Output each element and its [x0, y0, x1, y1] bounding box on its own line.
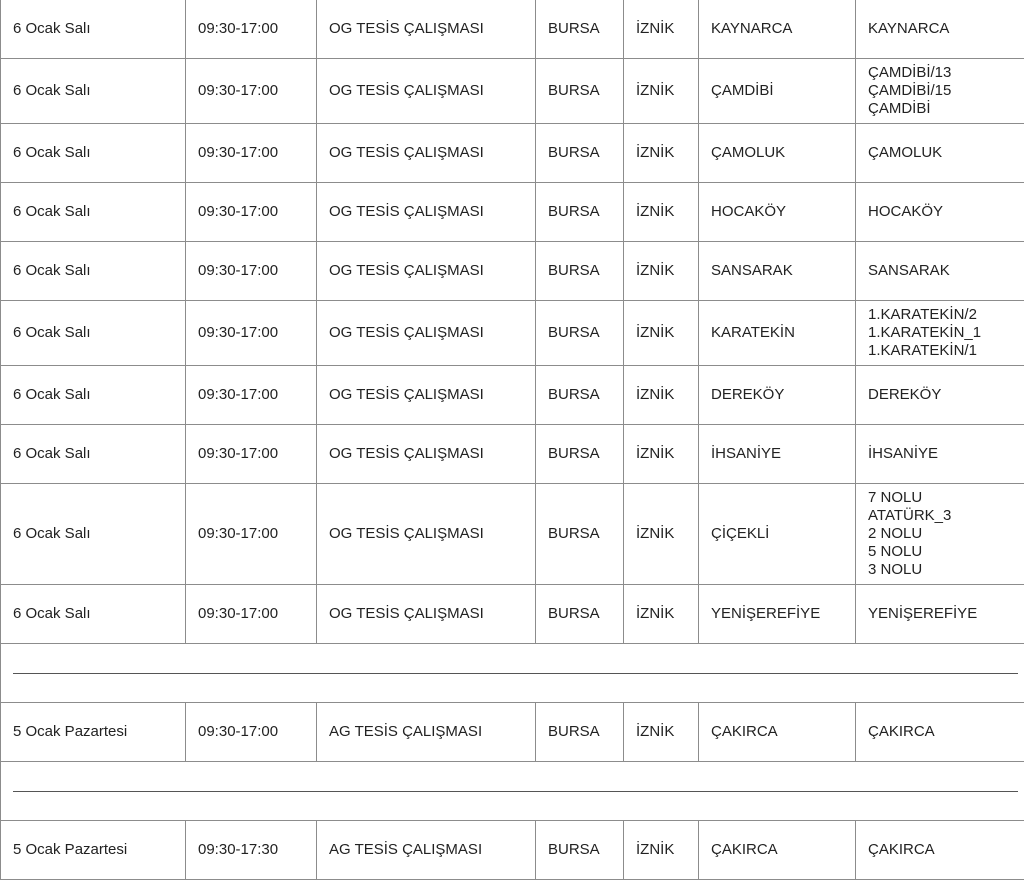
street-cell [856, 183, 1024, 242]
district-cell: İZNİK [624, 425, 699, 484]
neighborhood-cell: HOCAKÖY [699, 183, 856, 242]
time-cell: 09:30-17:00 [186, 425, 317, 484]
separator-row [1, 644, 1024, 703]
street-cell [856, 585, 1024, 644]
neighborhood-cell: KARATEKİN [699, 301, 856, 366]
table-row [1, 703, 1024, 762]
district-cell: İZNİK [624, 242, 699, 301]
street-name: ÇAMDİBİ/15 [868, 82, 952, 99]
street-name: 1.KARATEKİN_1 [868, 324, 982, 341]
neighborhood-cell: İHSANİYE [699, 425, 856, 484]
street-name: 7 NOLU [868, 489, 923, 506]
district-cell: İZNİK [624, 821, 699, 880]
time-cell: 09:30-17:00 [186, 703, 317, 762]
street-cell [856, 124, 1024, 183]
district-cell: İZNİK [624, 484, 699, 585]
city-cell: BURSA [536, 59, 624, 124]
street-cell [856, 425, 1024, 484]
separator-cell [1, 762, 1024, 821]
time-cell: 09:30-17:30 [186, 821, 317, 880]
city-cell: BURSA [536, 183, 624, 242]
district-cell: İZNİK [624, 59, 699, 124]
date-cell: 6 Ocak Salı [1, 366, 186, 425]
date-cell: 6 Ocak Salı [1, 585, 186, 644]
table-row [1, 821, 1024, 880]
street-name: 5 NOLU [868, 543, 923, 560]
table-row [1, 585, 1024, 644]
neighborhood-cell: DEREKÖY [699, 366, 856, 425]
work-type-cell: OG TESİS ÇALIŞMASI [317, 183, 536, 242]
street-cell [856, 242, 1024, 301]
city-cell: BURSA [536, 703, 624, 762]
street-cell [856, 59, 1024, 124]
street-name: HOCAKÖY [868, 203, 944, 220]
neighborhood-cell: SANSARAK [699, 242, 856, 301]
date-cell: 6 Ocak Salı [1, 183, 186, 242]
separator-line [13, 791, 1018, 792]
city-cell: BURSA [536, 366, 624, 425]
table-row [1, 183, 1024, 242]
district-cell: İZNİK [624, 183, 699, 242]
separator-line [13, 673, 1018, 674]
table-row [1, 425, 1024, 484]
work-type-cell: AG TESİS ÇALIŞMASI [317, 821, 536, 880]
street-name: 1.KARATEKİN/1 [868, 342, 977, 359]
separator-row [1, 762, 1024, 821]
work-type-cell: AG TESİS ÇALIŞMASI [317, 703, 536, 762]
table-body [1, 0, 1024, 880]
street-name: ÇAKIRCA [868, 841, 935, 858]
time-cell: 09:30-17:00 [186, 183, 317, 242]
district-cell: İZNİK [624, 585, 699, 644]
street-cell [856, 301, 1024, 366]
date-cell: 6 Ocak Salı [1, 59, 186, 124]
district-cell: İZNİK [624, 366, 699, 425]
table-row [1, 59, 1024, 124]
work-type-cell: OG TESİS ÇALIŞMASI [317, 124, 536, 183]
work-type-cell: OG TESİS ÇALIŞMASI [317, 242, 536, 301]
time-cell: 09:30-17:00 [186, 124, 317, 183]
street-cell [856, 484, 1024, 585]
neighborhood-cell: ÇAKIRCA [699, 703, 856, 762]
table-row [1, 124, 1024, 183]
street-name: YENİŞEREFİYE [868, 605, 978, 622]
street-name: SANSARAK [868, 262, 950, 279]
district-cell: İZNİK [624, 124, 699, 183]
city-cell: BURSA [536, 242, 624, 301]
street-name: 2 NOLU [868, 525, 923, 542]
table-row [1, 366, 1024, 425]
time-cell: 09:30-17:00 [186, 484, 317, 585]
date-cell: 6 Ocak Salı [1, 484, 186, 585]
work-type-cell: OG TESİS ÇALIŞMASI [317, 484, 536, 585]
work-type-cell: OG TESİS ÇALIŞMASI [317, 585, 536, 644]
district-cell: İZNİK [624, 0, 699, 59]
time-cell: 09:30-17:00 [186, 59, 317, 124]
street-name: ÇAMDİBİ/13 [868, 64, 952, 81]
work-type-cell: OG TESİS ÇALIŞMASI [317, 425, 536, 484]
street-name: ÇAMOLUK [868, 144, 943, 161]
street-name: ÇAMDİBİ [868, 100, 931, 117]
neighborhood-cell: ÇAKIRCA [699, 821, 856, 880]
table-row [1, 242, 1024, 301]
date-cell: 5 Ocak Pazartesi [1, 821, 186, 880]
work-type-cell: OG TESİS ÇALIŞMASI [317, 59, 536, 124]
street-name: 1.KARATEKİN/2 [868, 306, 977, 323]
neighborhood-cell: YENİŞEREFİYE [699, 585, 856, 644]
neighborhood-cell: ÇİÇEKLİ [699, 484, 856, 585]
work-type-cell: OG TESİS ÇALIŞMASI [317, 366, 536, 425]
time-cell: 09:30-17:00 [186, 0, 317, 59]
neighborhood-cell: KAYNARCA [699, 0, 856, 59]
date-cell: 6 Ocak Salı [1, 425, 186, 484]
date-cell: 5 Ocak Pazartesi [1, 703, 186, 762]
street-name: DEREKÖY [868, 386, 942, 403]
city-cell: BURSA [536, 0, 624, 59]
date-cell: 6 Ocak Salı [1, 242, 186, 301]
table-row [1, 301, 1024, 366]
date-cell: 6 Ocak Salı [1, 0, 186, 59]
street-name: 3 NOLU [868, 561, 923, 578]
city-cell: BURSA [536, 124, 624, 183]
date-cell: 6 Ocak Salı [1, 124, 186, 183]
street-name: ATATÜRK_3 [868, 507, 952, 524]
street-cell [856, 366, 1024, 425]
street-name: ÇAKIRCA [868, 723, 935, 740]
street-cell [856, 0, 1024, 59]
time-cell: 09:30-17:00 [186, 585, 317, 644]
work-type-cell: OG TESİS ÇALIŞMASI [317, 0, 536, 59]
table-row [1, 0, 1024, 59]
city-cell: BURSA [536, 585, 624, 644]
table-row [1, 484, 1024, 585]
neighborhood-cell: ÇAMOLUK [699, 124, 856, 183]
city-cell: BURSA [536, 484, 624, 585]
neighborhood-cell: ÇAMDİBİ [699, 59, 856, 124]
city-cell: BURSA [536, 301, 624, 366]
date-cell: 6 Ocak Salı [1, 301, 186, 366]
separator-cell [1, 644, 1024, 703]
street-cell [856, 703, 1024, 762]
street-cell [856, 821, 1024, 880]
time-cell: 09:30-17:00 [186, 301, 317, 366]
time-cell: 09:30-17:00 [186, 242, 317, 301]
work-type-cell: OG TESİS ÇALIŞMASI [317, 301, 536, 366]
street-name: KAYNARCA [868, 20, 950, 37]
street-name: İHSANİYE [868, 445, 939, 462]
district-cell: İZNİK [624, 301, 699, 366]
district-cell: İZNİK [624, 703, 699, 762]
time-cell: 09:30-17:00 [186, 366, 317, 425]
city-cell: BURSA [536, 821, 624, 880]
city-cell: BURSA [536, 425, 624, 484]
